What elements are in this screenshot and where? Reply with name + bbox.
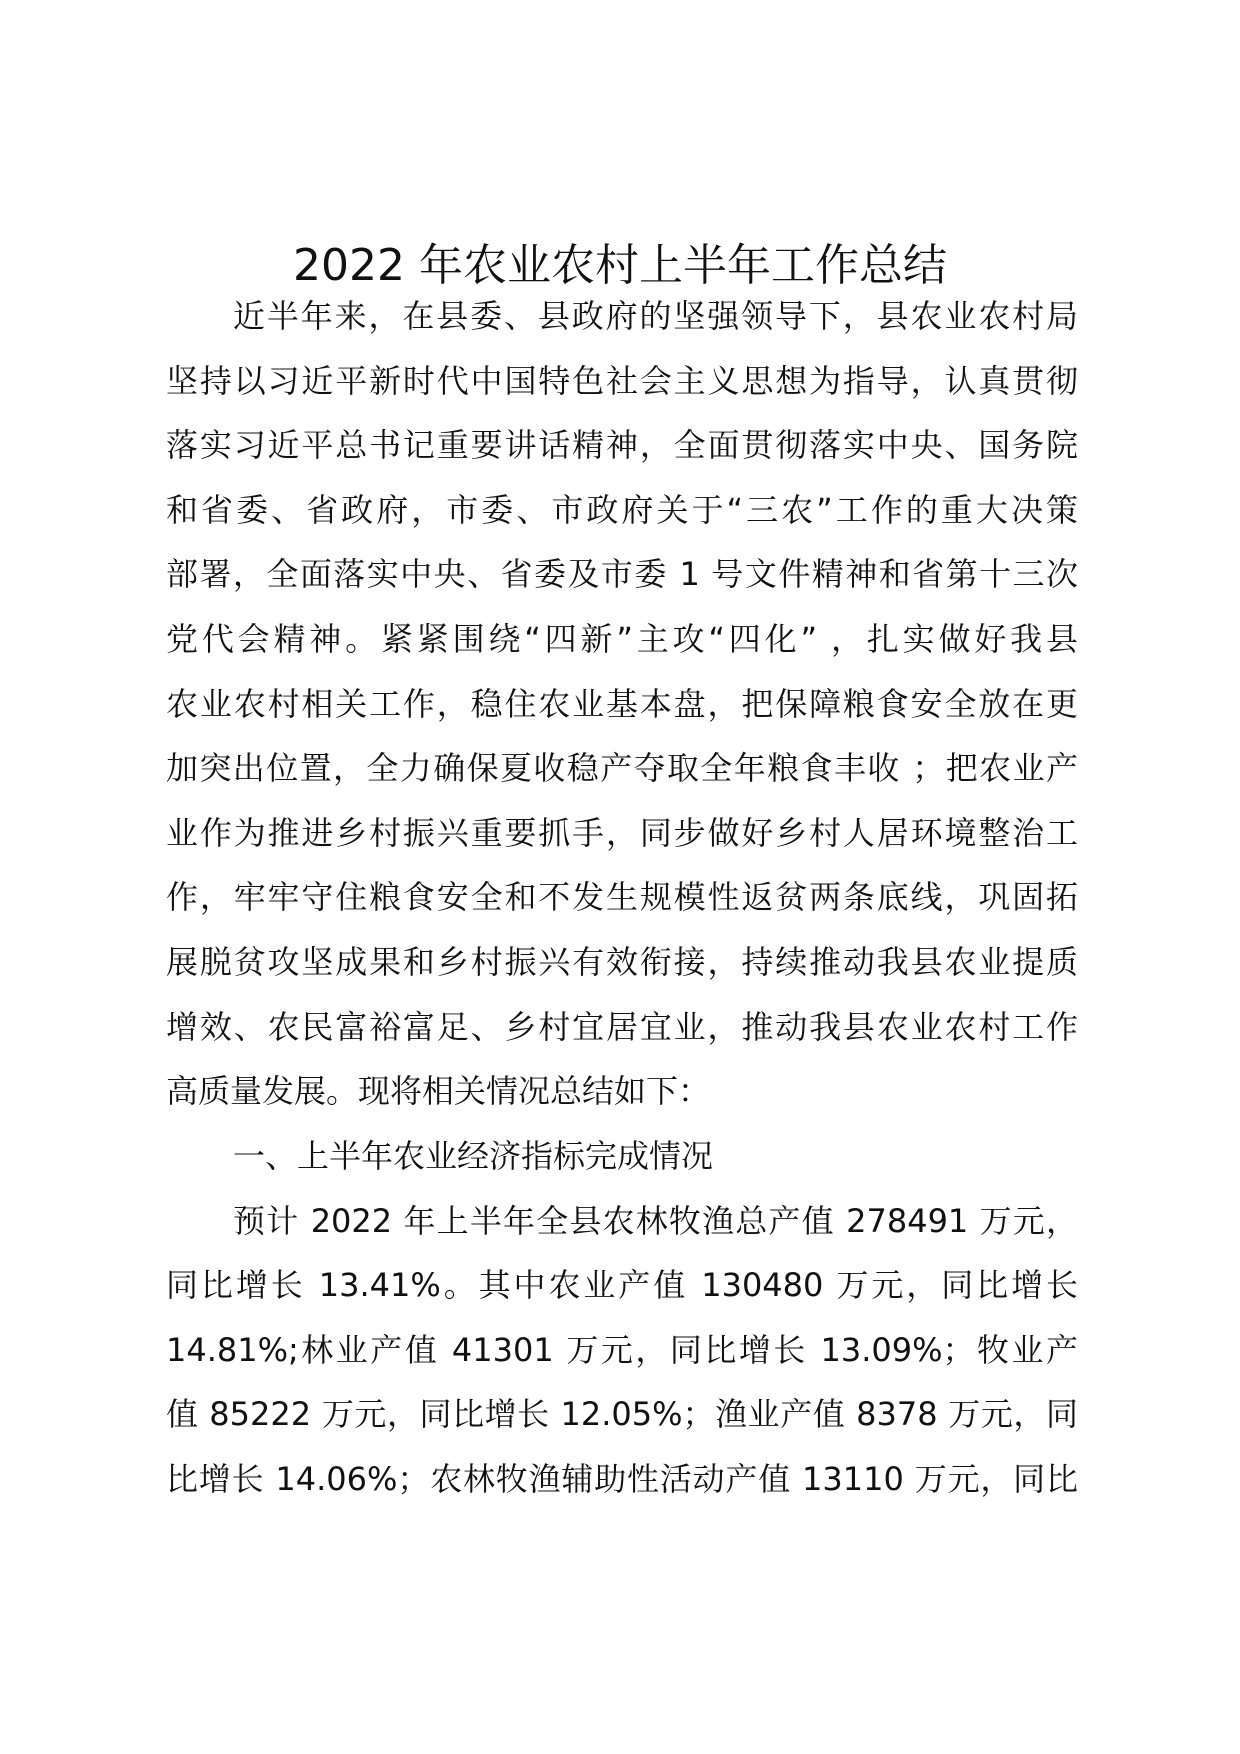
section-line: 14.81%;林业产值 41301 万元，同比增长 13.09%；牧业产 (166, 1330, 1078, 1369)
intro-line: 党代会精神。紧紧围绕“四新”主攻“四化” ，扎实做好我县 (166, 619, 1078, 658)
intro-paragraph (166, 284, 1078, 1124)
intro-line: 业作为推进乡村振兴重要抓手，同步做好乡村人居环境整治工 (166, 813, 1078, 852)
section-line: 值 85222 万元，同比增长 12.05%；渔业产值 8378 万元，同 (166, 1395, 1078, 1434)
intro-line: 落实习近平总书记重要讲话精神，全面贯彻落实中央、国务院 (166, 426, 1078, 465)
intro-line: 近半年来，在县委、县政府的坚强领导下，县农业农村局 (233, 297, 1078, 335)
intro-line: 加突出位置，全力确保夏收稳产夺取全年粮食丰收 ；把农业产 (166, 749, 1078, 788)
section-line: 比增长 14.06%；农林牧渔辅助性活动产值 13110 万元，同比 (166, 1459, 1078, 1498)
intro-line: 和省委、省政府，市委、市政府关于“三农”工作的重大决策 (166, 490, 1078, 529)
document-title: 2022 年农业农村上半年工作总结 (293, 240, 947, 291)
intro-line: 高质量发展。现将相关情况总结如下： (166, 1072, 711, 1111)
section-line: 同比增长 13.41%。其中农业产值 130480 万元，同比增长 (166, 1266, 1078, 1305)
intro-line: 作，牢牢守住粮食安全和不发生规模性返贫两条底线，巩固拓 (166, 878, 1078, 917)
section-1 (166, 1124, 1078, 1512)
section-heading: 一、上半年农业经济指标完成情况 (233, 1137, 714, 1175)
intro-line: 农业农村相关工作，稳住农业基本盘，把保障粮食安全放在更 (166, 684, 1078, 723)
intro-line: 部署，全面落实中央、省委及市委 1 号文件精神和省第十三次 (166, 555, 1078, 594)
intro-line: 坚持以习近平新时代中国特色社会主义思想为指导，认真贯彻 (166, 361, 1078, 400)
section-line: 预计 2022 年上半年全县农林牧渔总产值 278491 万元， (233, 1201, 1078, 1240)
intro-line: 增效、农民富裕富足、乡村宜居宜业，推动我县农业农村工作 (166, 1007, 1078, 1046)
intro-line: 展脱贫攻坚成果和乡村振兴有效衔接，持续推动我县农业提质 (166, 942, 1078, 981)
